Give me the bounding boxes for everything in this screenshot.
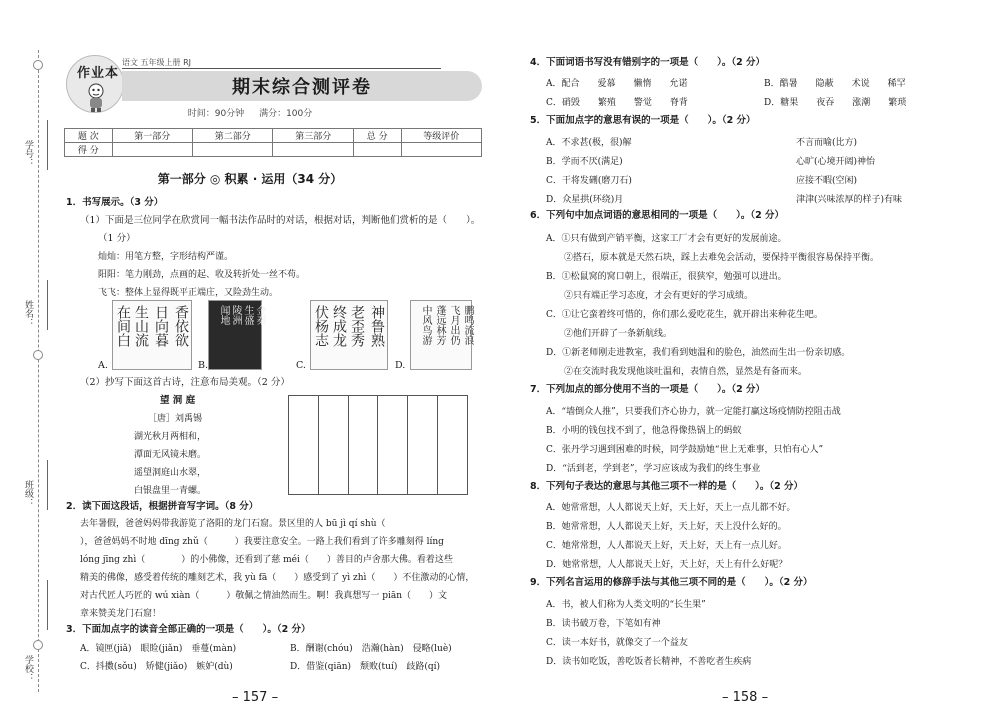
right-page [500, 0, 1000, 722]
exam-time: 时间：90分钟 [187, 109, 245, 119]
choice-c[interactable]: C．张丹学习遇到困难的时候，同学鼓励她“世上无难事，只怕有心人” [546, 445, 824, 455]
exam-total-score: 满分：100分 [259, 109, 313, 119]
dialog-line: 阳阳：笔力刚劲，点画的起、收及转折处一丝不苟。 [98, 270, 306, 280]
choice-a-2: 不言而喻(比方) [796, 138, 858, 148]
calligraphy-image-d: 鹏鸣流浪 飞月出仍 蓬远林芳 中风鸟游 [410, 300, 472, 370]
binding-hole [33, 640, 43, 650]
choice-a[interactable]: A．①只有做到产销平衡，这家工厂才会有更好的发展前途。 [546, 234, 787, 244]
question-5: 5．下面加点字的意思有误的一项是（ ）。（2 分） [530, 115, 756, 126]
choice-c[interactable]: C．干将发硎(磨刀石) [546, 176, 632, 186]
title-bar [122, 71, 482, 101]
logo-text: 作业本 [76, 66, 119, 81]
choice-b[interactable]: B．小明的钱包找不到了，他急得像热锅上的蚂蚁 [546, 426, 742, 436]
choice-c[interactable]: C．抖擞(sǒu) 矫健(jiǎo) 嫉妒(dù) [80, 662, 233, 672]
score-input-cell[interactable] [353, 143, 401, 157]
choice-a[interactable]: A．她常常想，人人都说天上好，天上好，天上一点儿都不好。 [546, 503, 796, 513]
question-8: 8．下列句子表达的意思与其他三项不一样的是（ ）。（2 分） [530, 481, 804, 492]
option-c-label[interactable]: C. [296, 360, 306, 371]
question-4: 4．下面词语书写没有错别字的一项是（ ）。（2 分） [530, 57, 766, 68]
choice-b[interactable]: B．她常常想，人人都说天上好，天上好，天上没什么好的。 [546, 522, 787, 532]
dialog-line: 灿灿：用笔方整，字形结构严谨。 [98, 252, 234, 262]
page-number: – 158 – [722, 690, 769, 705]
binding-label-name: 姓名： [23, 300, 33, 327]
copy-writing-grid[interactable] [288, 395, 468, 495]
option-b-label[interactable]: B. [198, 360, 209, 371]
passage-line: 精美的佛像，感受着传统的雕刻艺术，我 yù fā（ ）感受到了 yì zhì（ ）不住激动的心情， [80, 573, 475, 583]
choice-c-sub: ②他们开辟了一条新航线。 [546, 329, 673, 339]
table-cell: 总 分 [353, 129, 401, 143]
binding-label-id: 学号： [23, 140, 33, 167]
calligraphy-image-a: 香依欲 日向暮 生山流 在间白 [112, 300, 192, 370]
question-1-2: （2）抄写下面这首古诗，注意布局美观。（2 分） [80, 377, 290, 388]
passage-line: 去年暑假，爸爸妈妈带我游览了洛阳的龙门石窟。景区里的人 bū jì qí shù（ [80, 519, 386, 529]
logo [66, 55, 124, 113]
table-cell: 第三部分 [273, 129, 353, 143]
section-heading: 第一部分 ◎ 积累 · 运用（34 分） [157, 172, 343, 186]
question-9: 9．下列名言运用的修辞手法与其他三项不同的是（ ）。（2 分） [530, 577, 813, 588]
table-cell: 等级评价 [401, 129, 482, 143]
binding-hole [33, 350, 43, 360]
binding-label-school: 学校： [23, 655, 33, 682]
question-1: 1．书写展示。（3 分） [66, 197, 164, 208]
binding-hole [33, 60, 43, 70]
choice-d[interactable]: D．读书如吃饭，善吃饭者长精神，不善吃者生疾病 [546, 657, 752, 667]
question-6: 6．下列句中加点词语的意思相同的一项是（ ）。（2 分） [530, 210, 785, 221]
option-a-label[interactable]: A. [98, 360, 108, 371]
exam-meta [0, 106, 500, 119]
binding-write-line [47, 120, 48, 170]
choice-d[interactable]: D．她常常想，人人都说天上好，天上好，天上有什么好呢？ [546, 560, 788, 570]
choice-d[interactable]: D．“活到老，学到老”，学习应该成为我们的终生事业 [546, 464, 761, 474]
binding-label-class: 班级： [23, 480, 33, 507]
page-number: – 157 – [232, 690, 279, 705]
score-table-header [65, 129, 482, 143]
passage-line: 对古代匠人巧匠的 wú xiàn（ ）敬佩之情油然而生。啊！我真想写一 piān（ ）文 [80, 591, 448, 601]
dialog-line: 飞飞：整体上显得既平正端庄，又险劲生动。 [98, 288, 279, 298]
choice-d[interactable]: D．①新老师刚走进教室，我们看到她温和的脸色，油然而生出一份亲切感。 [546, 348, 851, 358]
question-7: 7．下列加点的部分使用不当的一项是（ ）。（2 分） [530, 384, 766, 395]
choice-c[interactable]: C．硝毁 繁殖 警觉 脊背 [546, 98, 688, 108]
question-1-1: （1）下面是三位同学在欣赏同一幅书法作品时的对话，根据对话，判断他们赏析的是（ ）。 [80, 215, 481, 226]
question-3: 3．下面加点字的读音全部正确的一项是（ ）。（2 分） [66, 624, 311, 635]
score-table [64, 128, 482, 157]
binding-line [38, 50, 39, 692]
calligraphy-image-c: 神鲁熟 老歪秀 终成龙 伏杨志 [310, 300, 388, 370]
poem-line: 遥望洞庭山水翠， [134, 468, 207, 478]
poem-line: 白银盘里一青螺。 [134, 486, 207, 496]
choice-b[interactable]: B．酬谢(chóu) 浩瀚(hàn) 侵略(luè) [290, 644, 452, 654]
poem-title: 望 洞 庭 [160, 395, 196, 406]
choice-a[interactable]: A．“墙倒众人推”，只要我们齐心协力，就一定能打赢这场疫情防控阻击战 [546, 407, 841, 417]
poem-line: 潭面无风镜未磨。 [134, 450, 207, 460]
poem-author: ［唐］刘禹锡 [148, 414, 203, 424]
choice-d[interactable]: D．众星拱(环绕)月 [546, 195, 624, 205]
score-input-cell[interactable] [401, 143, 482, 157]
choice-b[interactable]: B．学而不厌(满足) [546, 157, 623, 167]
choice-a[interactable]: A．镜匣(jiǎ) 眼睑(jiǎn) 垂蔓(màn) [80, 644, 237, 654]
score-table-row [65, 143, 482, 157]
choice-c-2: 应接不暇(空闲) [796, 176, 858, 186]
choice-d-sub: ②在交流时我发现他谈吐温和，表情自然，显然是有备而来。 [546, 367, 808, 377]
choice-c[interactable]: C．①让它蛮着终可惜的，你们那么爱吃花生，就开辟出来种花生吧。 [546, 310, 823, 320]
binding-write-line [47, 460, 48, 510]
choice-b[interactable]: B．读书破万卷，下笔如有神 [546, 619, 661, 629]
score-input-cell[interactable] [193, 143, 273, 157]
score-input-cell[interactable] [112, 143, 192, 157]
choice-a[interactable]: A．不求甚(极，很)解 [546, 138, 632, 148]
choice-b-sub: ②只有端正学习态度，才会有更好的学习成绩。 [546, 291, 754, 301]
choice-c[interactable]: C．她常常想，人人都说天上好，天上好，天上有一点儿好。 [546, 541, 787, 551]
choice-d-2: 津津(兴味浓厚的样子)有味 [796, 195, 903, 205]
calligraphy-image-b: 金秦 生盛 陵洲 闻地 [208, 300, 262, 370]
choice-b[interactable]: B．①松鼠窝的窝口朝上，很端正，很狭窄，勉强可以进出。 [546, 272, 787, 282]
breadcrumb: 语文 五年级上册 RJ [122, 57, 441, 69]
choice-a[interactable]: A．配合 爱慕 懒惰 允诺 [546, 79, 688, 89]
choice-b[interactable]: B．酷暑 隐蔽 术说 稀罕 [764, 79, 906, 89]
option-d-label[interactable]: D. [395, 360, 406, 371]
passage-line: lóng jīng zhì（ ）的小佛像，还看到了慈 méi（ ）善目的卢舍那大佛。看着这些 [80, 555, 453, 565]
choice-b-2: 心旷(心境开阔)神怡 [796, 157, 876, 167]
page-title: 期末综合测评卷 [232, 77, 372, 98]
table-cell: 第二部分 [193, 129, 273, 143]
binding-write-line [47, 580, 48, 630]
question-1-1-points: （1 分） [98, 233, 136, 244]
table-cell: 题 次 [65, 129, 113, 143]
choice-a-sub: ②搭石，原本就是天然石块，踩上去难免会活动，要保持平衡很容易保持平衡。 [546, 253, 880, 263]
table-cell: 得 分 [65, 143, 113, 157]
table-cell: 第一部分 [112, 129, 192, 143]
poem-line: 湖光秋月两相和， [134, 432, 207, 442]
passage-line: ），爸爸妈妈不时地 dīng zhǔ（ ）我要注意安全。一路上我们看到了许多雕刻得 líng [80, 537, 444, 547]
question-2: 2．读下面这段话，根据拼音写字词。（8 分） [66, 501, 259, 512]
choice-c[interactable]: C．读一本好书，就像交了一个益友 [546, 638, 688, 648]
passage-line: 章来赞美龙门石窟！ [80, 609, 162, 619]
choice-a[interactable]: A．书，被人们称为人类文明的“长生果” [546, 600, 706, 610]
choice-d[interactable]: D．糖果 夜吞 涨潮 繁琐 [764, 98, 907, 108]
score-input-cell[interactable] [273, 143, 353, 157]
choice-d[interactable]: D．借鉴(qiān) 颓败(tuí) 歧路(qí) [290, 662, 441, 672]
binding-write-line [47, 280, 48, 330]
